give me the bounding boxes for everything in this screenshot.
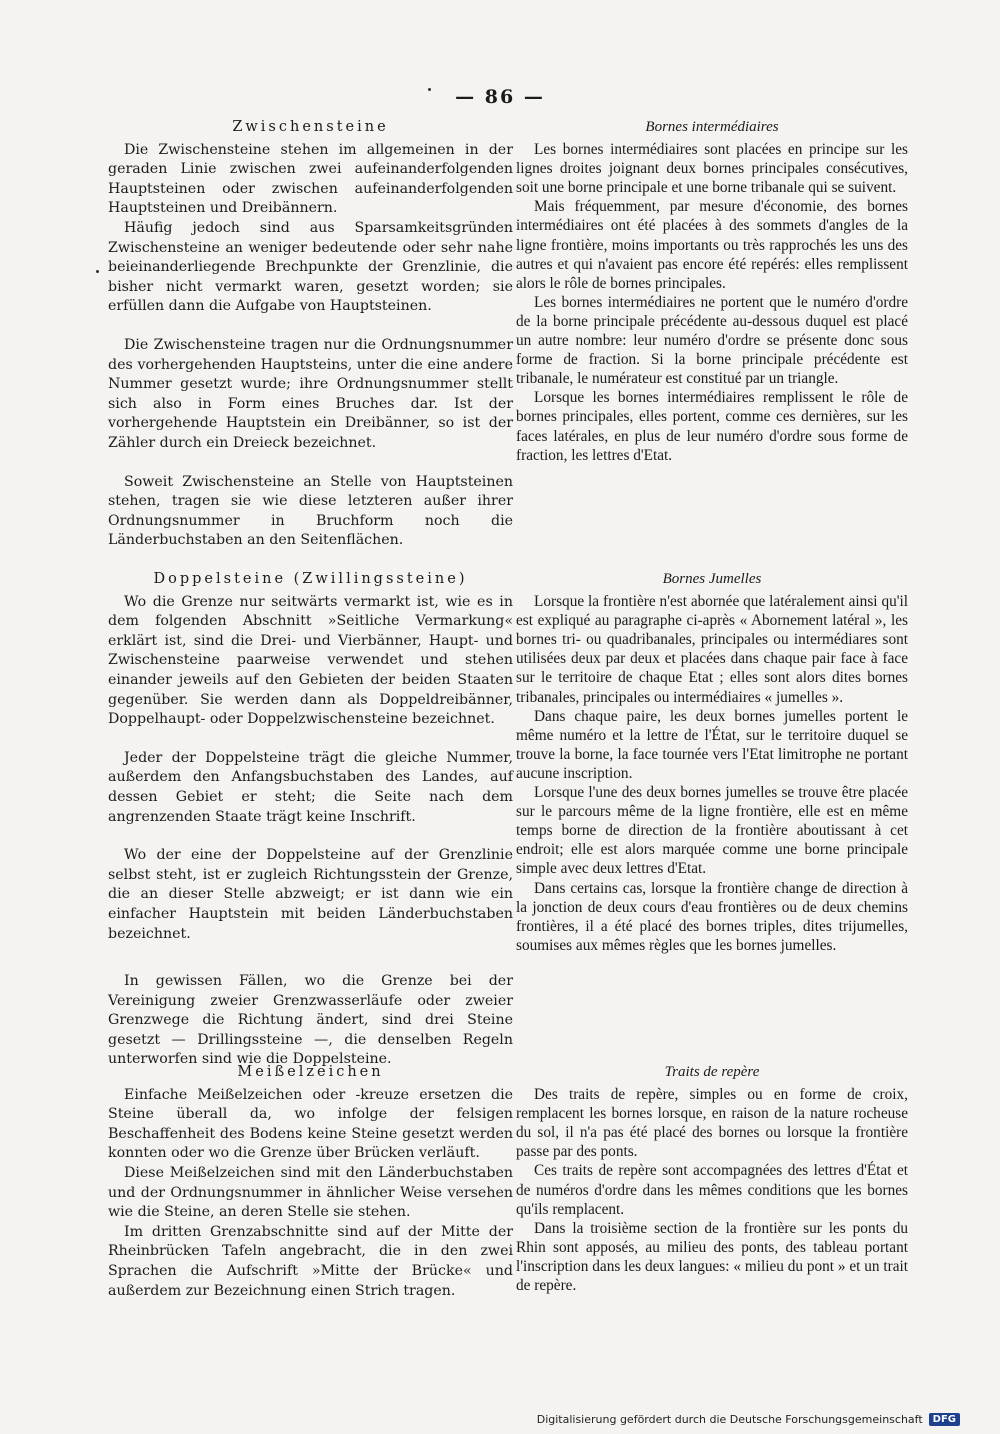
paragraph: Les bornes intermédiaires sont placées en principe sur les lignes droites joignant deux bornes principales consécutives, soit une borne principale et une borne tribanale qui se suivent. [516,141,908,197]
paragraph: Les bornes intermédiaires ne portent que le numéro d'ordre de la borne principale précédente au-dessous duquel est placé un autre nombre: leur numéro d'ordre se présente donc sous forme de fraction. Si la borne principale précédente est tribanale, le numérateur est constitué par un triangle. [516,293,908,388]
paragraph: Mais fréquemment, par mesure d'économie, des bornes intermédiaires ont été placées à des sommets d'angles de la ligne frontière, moins importants ou très rapprochés les uns des autres et qui n'avaient pas encore été repérés: elles remplissent alors le rôle de bornes principales. [516,198,908,292]
german-section-meisselzeichen [108,1063,513,1301]
paragraph: Häufig jedoch sind aus Sparsamkeitsgründen Zwischensteine an weniger bedeutende oder sehr nahe beieinanderliegende Brechpunkte der Grenzlinie, die bisher nicht vermarkt waren, gesetzt worden; sie erfüllen dann die Aufgabe von Hauptsteinen. [108,219,513,315]
paragraph: Die Zwischensteine tragen nur die Ordnungsnummer des vorhergehenden Hauptsteins, unter die eine andere Nummer gesetzt wurde; ihre Ordnungsnummer stellt sich also in Form eines Bruches dar. Ist der vorhergehende Hauptstein ein Dreibänner, so ist der Zähler durch ein Dreieck bezeichnet. [108,336,513,451]
footer-text: Digitalisierung gefördert durch die Deutsche Forschungsgemeinschaft [536,1413,923,1426]
section-heading: Traits de repère [664,1064,760,1080]
paragraph: Lorsque l'une des deux bornes jumelles se trouve être placée sur le parcours même de la ligne frontière, elle est en même temps borne de direction de la frontière aboutissant à cet endroit; elle est alors marquée comme une borne principale simple avec deux lettres d'Etat. [516,784,908,878]
dfg-logo: DFG [929,1413,960,1426]
section-heading: Doppelsteine (Zwillingssteine) [153,571,468,587]
german-section-doppelsteine [108,570,513,1070]
paragraph: Lorsque la frontière n'est abornée que latéralement ainsi qu'il est expliqué au paragraphe ci-après « Abornement latéral », les bornes tri- ou quadribanales, principales ou intermédiares sont utilisées deux par deux et placées dans chaque pair face à face sur le territoire de chaque Etat ; elles sont alors dites bornes tribanales, principales ou intermédiaires « jumelles ». [516,593,908,706]
paragraph: Dans chaque paire, les deux bornes jumelles portent le même numéro et la lettre de l'État, sur le territoire duquel se trouve la borne, la face tournée vers l'Etat limitrophe ne portant aucune inscription. [516,707,908,782]
section-heading: Bornes Jumelles [662,571,762,587]
paragraph: In gewissen Fällen, wo die Grenze bei der Vereinigung zweier Grenzwasserläufe oder zweier Grenzwege die Richtung ändert, sind drei Steine gesetzt — Drillingssteine —, die denselben Regeln unterworfen sind wie die Doppelsteine. [108,973,513,1068]
paragraph: Dans certains cas, lorsque la frontière change de direction à la jonction de deux cours d'eau frontières ou de deux chemins frontières, il a été placé des bornes triples, dites trijumelles, soumises aux mêmes règles que les bornes jumelles. [516,879,908,954]
ink-speck [428,88,431,91]
section-heading: Meißelzeichen [237,1064,384,1080]
paragraph: Die Zwischensteine stehen im allgemeinen in der geraden Linie zwischen zwei aufeinanderfolgenden Hauptsteinen oder zwischen aufeinanderfolgenden Hauptsteinen und Dreibännern. [108,141,513,217]
paragraph: Einfache Meißelzeichen oder -kreuze ersetzen die Steine überall da, wo infolge der felsigen Beschaffenheit des Bodens keine Steine gesetzt werden konnten oder wo die Grenze über Brücken verläuft. [108,1086,513,1162]
french-section-traits-de-repere [516,1063,908,1295]
french-section-bornes-intermediaires [516,118,908,465]
paragraph: Wo der eine der Doppelsteine auf der Grenzlinie selbst steht, ist er zugleich Richtungsstein der Grenze, die an dieser Stelle abzweigt; er ist dann wie ein einfacher Hauptstein mit beiden Länderbuchstaben bezeichnet. [108,847,513,942]
paragraph: Soweit Zwischensteine an Stelle von Hauptsteinen stehen, tragen sie wie diese letzteren außer ihrer Ordnungsnummer in Bruchform noch die Länderbuchstaben an den Seitenflächen. [108,473,513,549]
digitization-footer [537,1413,960,1426]
ink-speck [96,270,99,273]
paragraph: Lorsque les bornes intermédiaires remplissent le rôle de bornes principales, elles portent, comme ces dernières, sur les faces latérales, en plus de leur numéro d'ordre sous forme de fraction, les lettres d'Etat. [516,389,908,464]
german-section-zwischensteine [108,118,513,551]
page-number-value: 86 [484,86,516,108]
french-section-bornes-jumelles [516,570,908,955]
paragraph: Im dritten Grenzabschnitte sind auf der Mitte der Rheinbrücken Tafeln angebracht, die in den zwei Sprachen die Aufschrift »Mitte der Brücke« und außerdem zur Bezeichnung einen Strich tragen. [108,1223,513,1299]
page-number: — 86 — [455,86,545,108]
section-heading: Zwischensteine [232,119,389,135]
paragraph: Jeder der Doppelsteine trägt die gleiche Nummer, außerdem den Anfangsbuchstaben des Landes, auf dessen Gebiet er steht; die Seite nach dem angrenzenden Staate trägt keine Inschrift. [108,749,513,825]
paragraph: Diese Meißelzeichen sind mit den Länderbuchstaben und der Ordnungsnummer in ähnlicher Weise versehen wie die Steine, an deren Stelle sie stehen. [108,1164,513,1221]
paragraph: Dans la troisième section de la frontière sur les ponts du Rhin sont apposés, au milieu des ponts, des tableau portant l'inscription dans les deux langues: « milieu du pont » et un trait de repère. [516,1219,908,1295]
section-heading: Bornes intermédiaires [645,119,779,135]
paragraph: Wo die Grenze nur seitwärts vermarkt ist, wie es in dem folgenden Abschnitt »Seitliche Vermarkung« erklärt ist, sind die Drei- und Vierbänner, Haupt- und Zwischensteine paarweise verwendet und stehen einander jeweils auf den Gebieten der beiden Staaten gegenüber. Sie werden dann als Doppeldreibänner, Doppelhaupt- oder Doppelzwischensteine bezeichnet. [108,593,513,728]
paragraph: Ces traits de repère sont accompagnées des lettres d'État et de numéros d'ordre dans les mêmes conditions que les bornes qu'ils remplacent. [516,1162,908,1218]
paragraph: Des traits de repère, simples ou en forme de croix, remplacent les bornes lorsque, en raison de la nature rocheuse du sol, il n'a pas été placé des bornes ou lorsque la frontière passe par des ponts. [516,1086,908,1161]
